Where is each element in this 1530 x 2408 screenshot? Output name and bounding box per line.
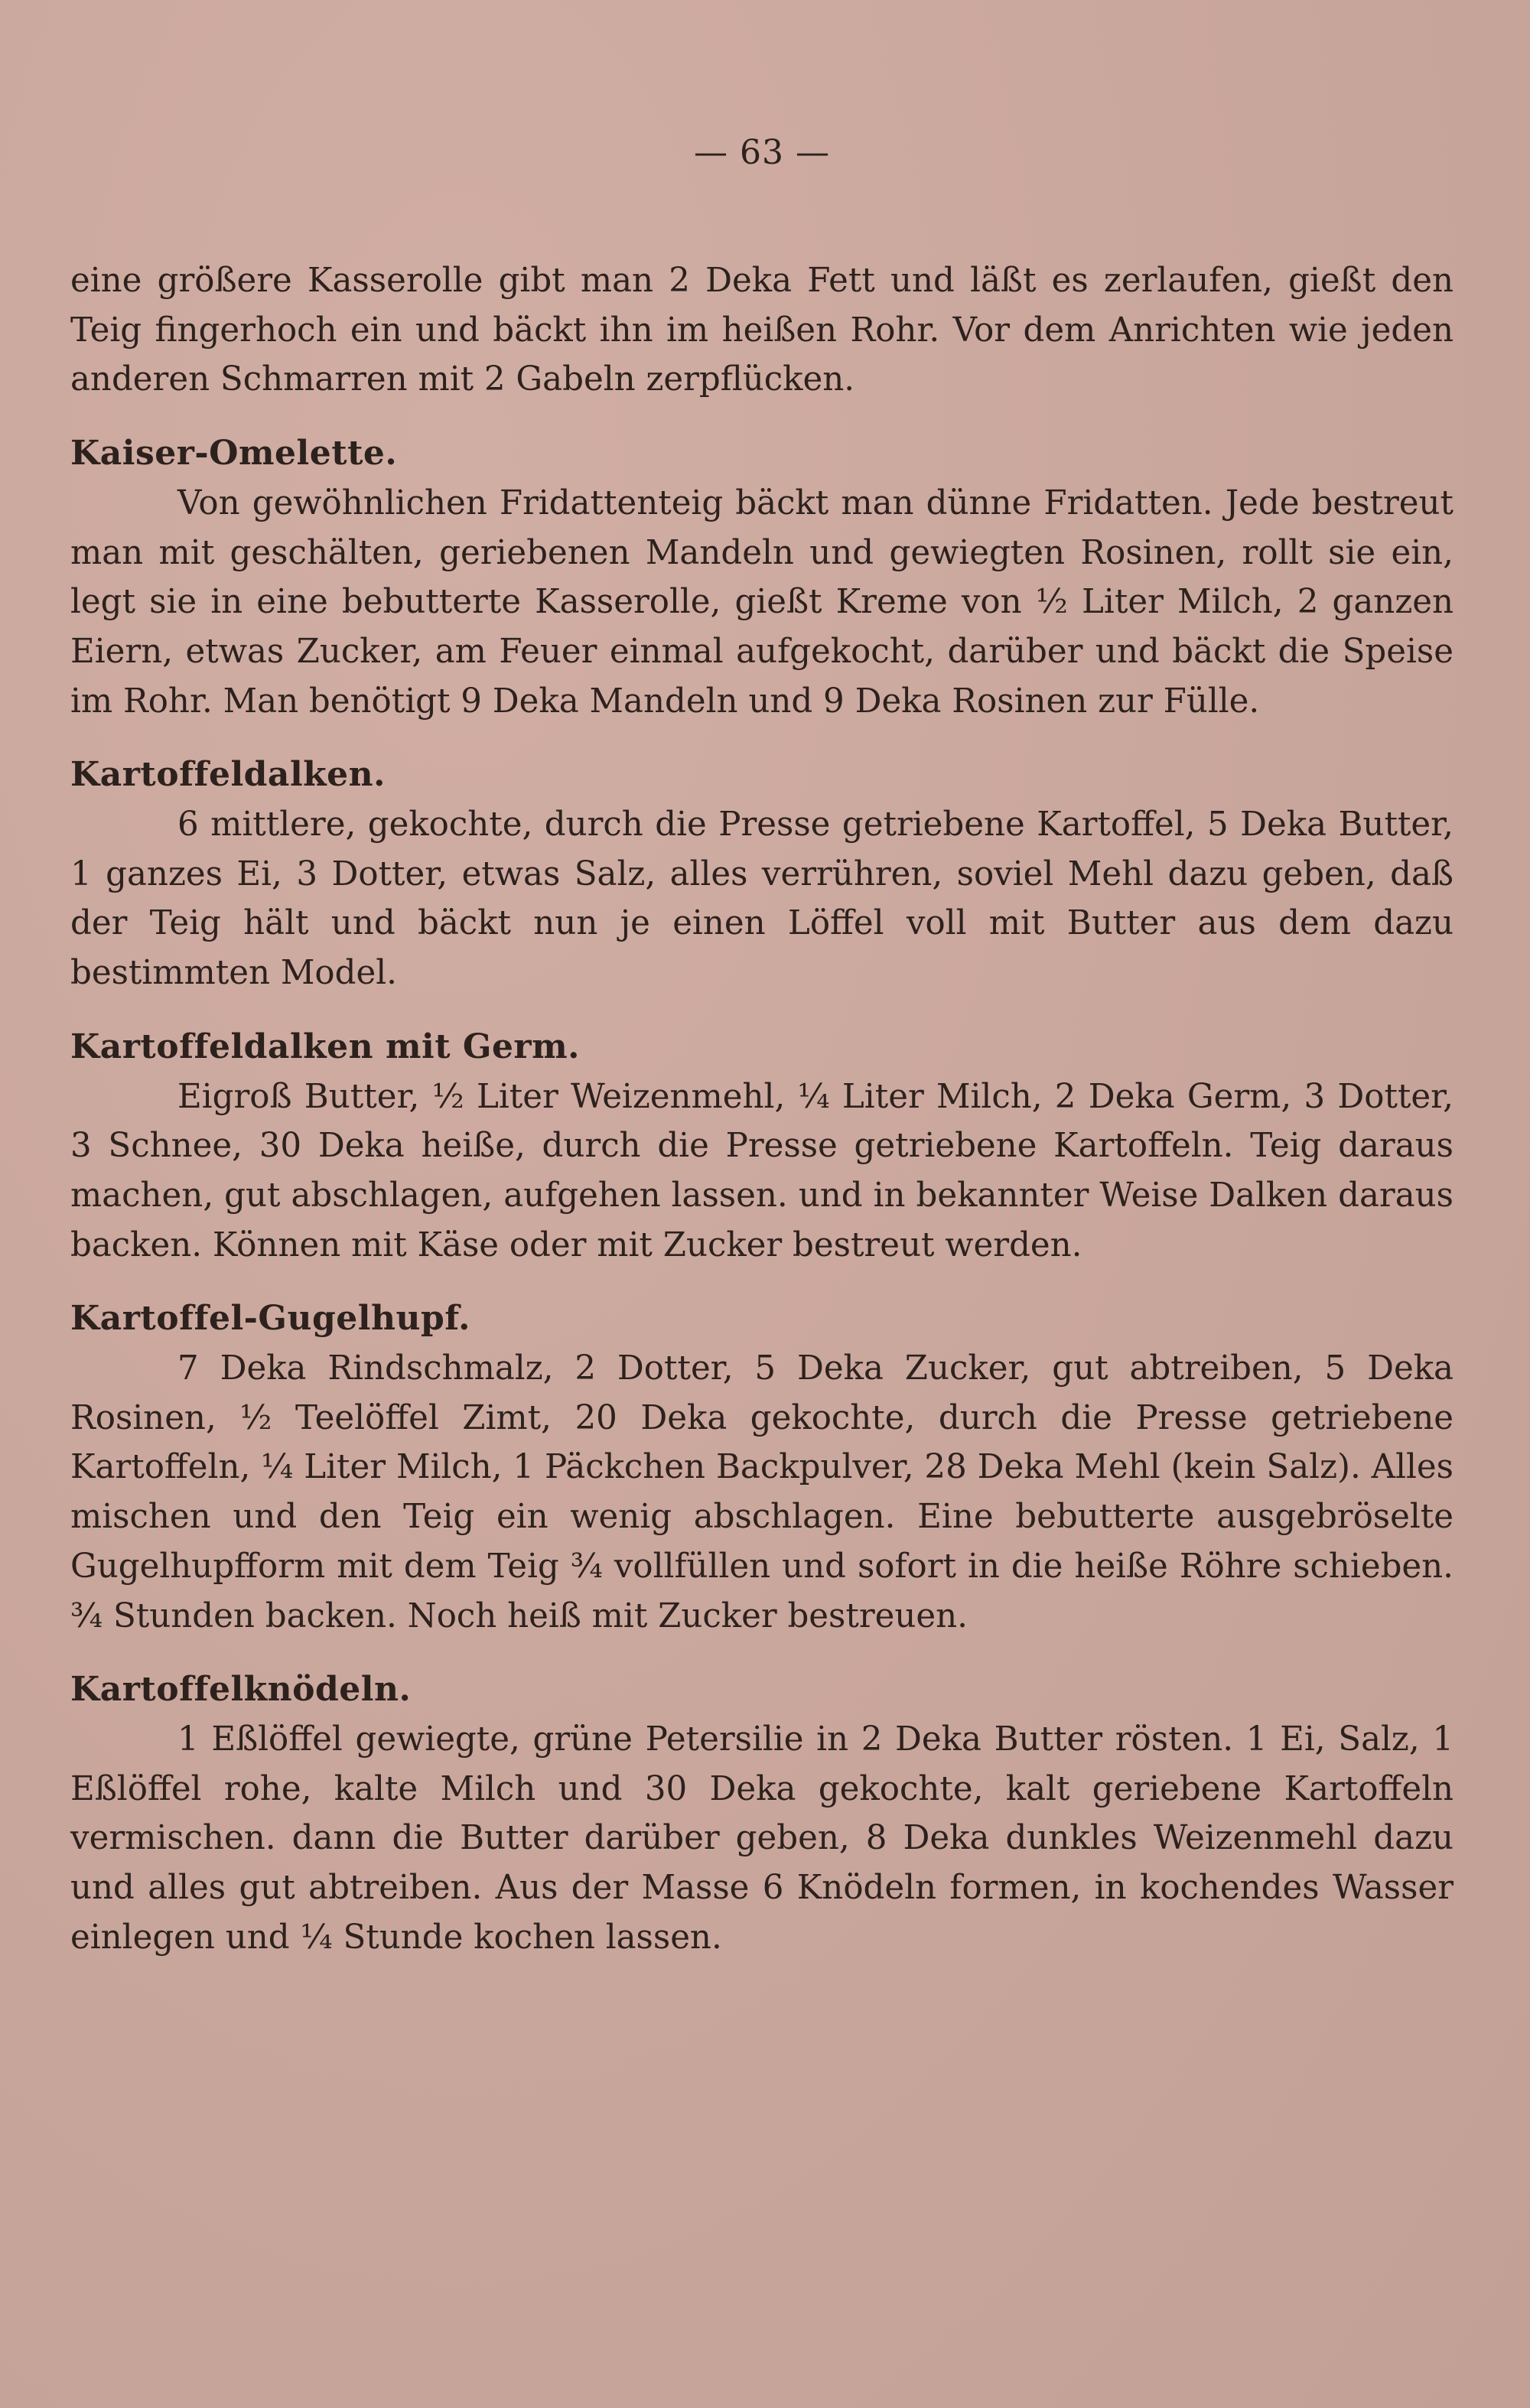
intro-paragraph: eine größere Kasserolle gibt man 2 Deka Fett und läßt es zerlaufen, gießt den Teig fingerhoch ein und bäckt ihn im heißen Rohr. Vor dem Anrichten wie jeden anderen Schmarren mit 2 Gabeln zerpflücken. xyxy=(70,262,1454,399)
recipe-title: Kartoffelknödeln. xyxy=(70,1670,412,1710)
recipe-title: Kartoffeldalken. xyxy=(70,755,386,795)
recipe-text: 6 mittlere, gekochte, durch die Presse getriebene Kartoffel, 5 Deka Butter, 1 ganzes Ei, 3 Dotter, etwas Salz, alles verrühren, soviel Mehl dazu geben, daß der Teig hält und bäckt nun je einen Löffel voll mit Butter aus dem dazu bestimmten Model. xyxy=(70,805,1454,993)
recipe-kartoffeldalken xyxy=(70,750,1454,998)
recipe-kaiser-omelette xyxy=(70,429,1454,726)
recipe-kartoffel-gugelhupf xyxy=(70,1294,1454,1641)
recipe-text: Von gewöhnlichen Fridattenteig bäckt man dünne Fridatten. Jede bestreut man mit geschälten, geriebenen Mandeln und gewiegten Rosinen, rollt sie ein, legt sie in eine bebutterte Kasserolle, gießt Kreme von ½ Liter Milch, 2 ganzen Eiern, etwas Zucker, am Feuer einmal aufgekocht, darüber und bäckt die Speise im Rohr. Man benötigt 9 Deka Mandeln und 9 Deka Rosinen zur Fülle. xyxy=(70,483,1454,721)
recipe-title: Kartoffel-Gugelhupf. xyxy=(70,1299,470,1339)
recipe-title: Kartoffeldalken mit Germ. xyxy=(70,1027,580,1066)
page-number: — 63 — xyxy=(694,133,830,172)
recipe-kartoffeldalken-mit-germ xyxy=(70,1023,1454,1271)
recipe-kartoffelknoedeln xyxy=(70,1665,1454,1962)
recipe-text: 1 Eßlöffel gewiegte, grüne Petersilie in 2 Deka Butter rösten. 1 Ei, Salz, 1 Eßlöffel rohe, kalte Milch und 30 Deka gekochte, kalt geriebene Kartoffeln vermischen. dann die Butter darüber geben, 8 Deka dunkles Weizenmehl dazu und alles gut abtreiben. Aus der Masse 6 Knödeln formen, in kochendes Wasser einlegen und ¼ Stunde kochen lassen. xyxy=(70,1720,1454,1957)
recipe-text: Eigroß Butter, ½ Liter Weizenmehl, ¼ Liter Milch, 2 Deka Germ, 3 Dotter, 3 Schnee, 30 Deka heiße, durch die Presse getriebene Kartoffeln. Teig daraus machen, gut abschlagen, aufgehen lassen. und in bekannter Weise Dalken daraus backen. Können mit Käse oder mit Zucker bestreut werden. xyxy=(70,1077,1454,1264)
body-text xyxy=(70,256,1454,1963)
recipe-text: 7 Deka Rindschmalz, 2 Dotter, 5 Deka Zucker, gut abtreiben, 5 Deka Rosinen, ½ Teelöffel Zimt, 20 Deka gekochte, durch die Presse getriebene Kartoffeln, ¼ Liter Milch, 1 Päckchen Backpulver, 28 Deka Mehl (kein Salz). Alles mischen und den Teig ein wenig abschlagen. Eine bebutterte ausgebröselte Gugelhupfform mit dem Teig ¾ vollfüllen und sofort in die heiße Röhre schieben. ¾ Stunden backen. Noch heiß mit Zucker bestreuen. xyxy=(70,1349,1454,1635)
recipe-title: Kaiser-Omelette. xyxy=(70,434,398,473)
